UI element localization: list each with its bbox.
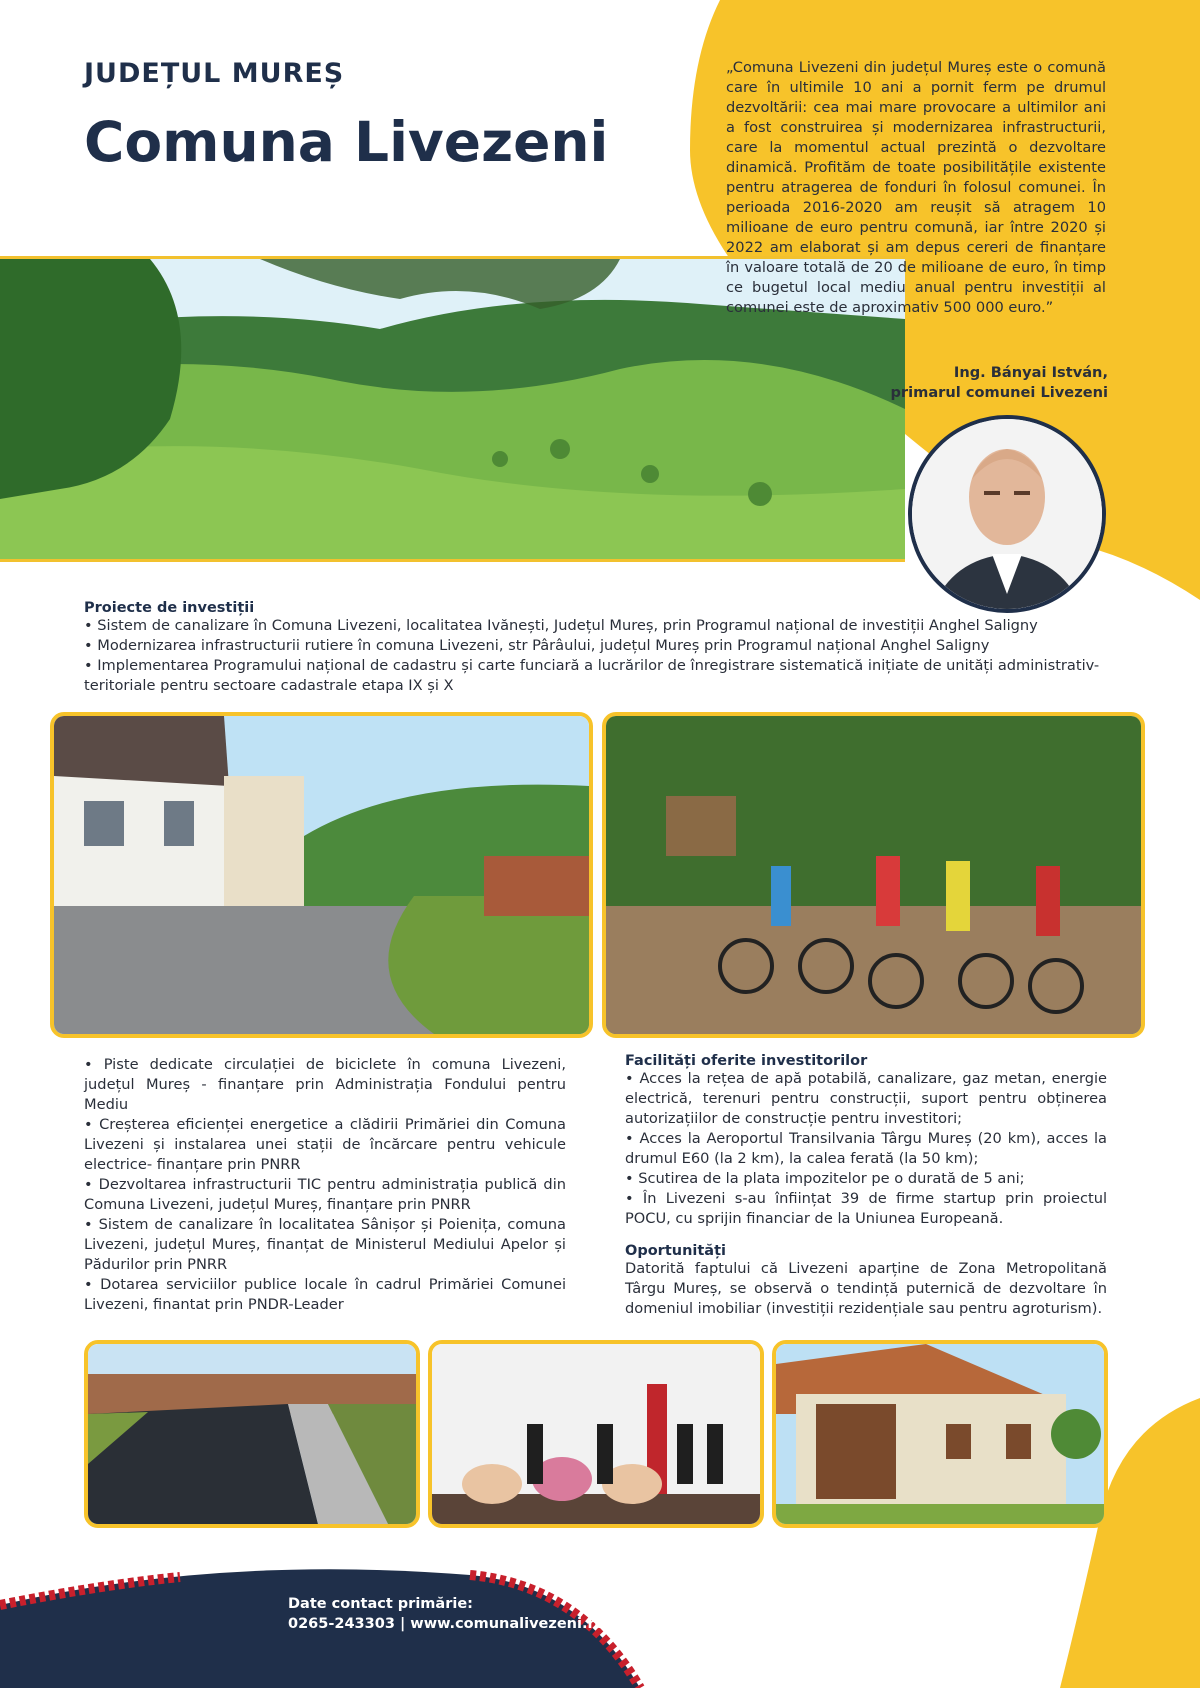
project-item: • Implementarea Programului național de cadastru și carte funciară a lucrărilor de înregistrare sistematică inițiate de unități administrativ-teritoriale pentru sectoare cadastrale etapa IX și X bbox=[84, 657, 1100, 694]
mayor-role: primarul comunei Livezeni bbox=[890, 384, 1108, 401]
folk-dance-photo bbox=[428, 1340, 764, 1528]
project-item: • Modernizarea infrastructurii rutiere în comuna Livezeni, str Pârâului, județul Mureș prin Programul național Anghel Saligny bbox=[84, 637, 990, 654]
village-road-photo bbox=[50, 712, 593, 1038]
projects-title: Proiecte de investiții bbox=[84, 600, 255, 616]
facility-item: • Scutirea de la plata impozitelor pe o durată de 5 ani; bbox=[625, 1170, 1025, 1187]
county-title: JUDEȚUL MUREȘ bbox=[84, 58, 345, 89]
project-item: • Sistem de canalizare în Comuna Livezeni, localitatea Ivănești, Județul Mureș, prin Programul național de investiții Anghel Saligny bbox=[84, 617, 1038, 634]
list-item: • Dotarea serviciilor publice locale în cadrul Primăriei Comunei Livezeni, finantat prin PNDR-Leader bbox=[84, 1276, 566, 1313]
page-title: Comuna Livezeni bbox=[84, 110, 609, 174]
opportunities-text: Datorită faptului că Livezeni aparține de Zona Metropolitană Târgu Mureș, se observă o tendință puternică de dezvoltare în domeniul imobiliar (investiții rezidențiale sau pentru agroturism). bbox=[625, 1260, 1107, 1317]
facilities-title: Facilități oferite investitorilor bbox=[625, 1053, 868, 1069]
list-item: • Piste dedicate circulației de biciclete în comuna Livezeni, județul Mureș - finanțare prin Administrația Fondului pentru Mediu bbox=[84, 1056, 566, 1113]
list-item: • Sistem de canalizare în localitatea Sânișor și Poienița, comuna Livezeni, județul Mureș, finanțat de Ministerul Mediului Apelor și Pădurilor prin PNRR bbox=[84, 1216, 566, 1273]
contact-info bbox=[288, 1594, 605, 1634]
opportunities-title: Oportunități bbox=[625, 1243, 726, 1259]
cyclists-photo bbox=[602, 712, 1145, 1038]
new-road-photo bbox=[84, 1340, 420, 1528]
contact-details[interactable]: 0265-243303 | www.comunalivezeni.ro bbox=[288, 1616, 605, 1632]
facility-item: • În Livezeni s-au înființat 39 de firme startup prin proiectul POCU, cu sprijin financiar de la Uniunea Europeană. bbox=[625, 1190, 1107, 1227]
town-hall-photo bbox=[772, 1340, 1108, 1528]
investment-list bbox=[84, 1055, 566, 1315]
projects-section bbox=[84, 600, 1114, 696]
mayor-quote: „Comuna Livezeni din județul Mureș este o comună care în ultimile 10 ani a pornit ferm pe drumul dezvoltării: cea mai mare provocare a ultimilor ani a fost construirea și modernizarea infrastructurii, care la momentul actual prezintă o dezvoltare dinamică. Profităm de toate posibilitățile existente pentru atragerea de fonduri în folosul comunei. În perioada 2016-2020 am reușit să atragem 10 milioane de euro pentru comună, iar între 2020 și 2022 am elaborat și am depus cereri de finanțare în valoare totală de 20 de milioane de euro, în timp ce bugetul local mediu anual pentru investiții al comunei este de aproximativ 500 000 euro.” bbox=[726, 59, 1106, 316]
quote-signature bbox=[780, 363, 1108, 403]
investor-section bbox=[625, 1053, 1107, 1319]
facility-item: • Acces la Aeroportul Transilvania Târgu Mureș (20 km), acces la drumul E60 (la 2 km), la calea ferată (la 50 km); bbox=[625, 1130, 1107, 1167]
list-item: • Creșterea eficienței energetice a clădirii Primăriei din Comuna Livezeni și instalarea unei stații de încărcare pentru vehicule electrice- finanțare prin PNRR bbox=[84, 1116, 566, 1173]
mayor-name: Ing. Bányai István, bbox=[953, 364, 1108, 381]
list-item: • Dezvoltarea infrastructurii TIC pentru administrația publică din Comuna Livezeni, județul Mureș, finanțare prin PNRR bbox=[84, 1176, 566, 1213]
contact-title: Date contact primărie: bbox=[288, 1596, 473, 1612]
facility-item: • Acces la rețea de apă potabilă, canalizare, gaz metan, energie electrică, terenuri pentru construcții, suport pentru obținerea autorizațiilor de construcție pentru investitori; bbox=[625, 1070, 1107, 1127]
mayor-portrait bbox=[908, 415, 1106, 613]
